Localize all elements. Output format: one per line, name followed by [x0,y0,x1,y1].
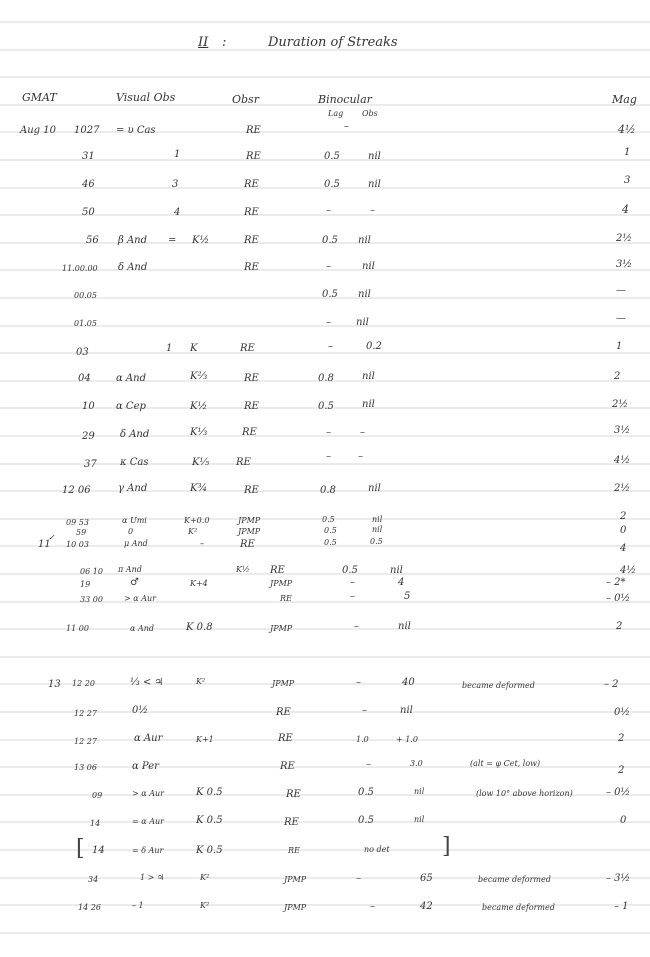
bracket-open: [ [76,836,85,861]
est: K¾ [190,483,208,494]
mag: 2 [620,511,627,522]
obsr: JPMP [272,679,295,688]
obs: nil [398,621,411,632]
est: K 0.5 [196,845,223,856]
obsr: RE [246,125,261,136]
obs: – [344,121,349,132]
obs: 65 [420,873,433,884]
header-lag: Lag [328,109,344,118]
time: 04 [78,373,91,384]
obs: 5 [404,591,411,602]
note: became deformed [482,903,555,912]
star: ⅓ < ♃ [130,677,164,688]
time: 11.00.00 [62,264,98,273]
lag: 0.8 [320,485,336,496]
obs: 40 [402,677,415,688]
est: K 0.8 [186,622,213,633]
est: K+4 [190,579,208,588]
header-mag: Mag [612,93,637,106]
star: – 1 [132,901,144,910]
title-numeral: II [198,35,209,50]
obsr: RE [278,733,293,744]
obs: nil [400,705,413,716]
obsr: RE [276,707,291,718]
star: μ And [124,539,148,548]
lag: – [356,677,361,688]
lag: 0.5 [324,179,340,190]
obsr: RE [284,817,299,828]
obs: – [358,451,363,462]
obsr: RE [244,401,259,412]
lag: – [366,759,371,770]
time: 01.05 [74,319,97,328]
time: 33 00 [80,595,103,604]
mag: 4½ [614,455,631,466]
star: α Aur [134,733,163,744]
star: δ And [118,262,148,273]
mag: 2½ [614,483,631,494]
obs: 3.0 [410,759,423,768]
lag: 0.5 [358,815,374,826]
obsr: RE [236,457,251,468]
star: 0 [128,527,134,536]
obsr: JPMP [270,624,293,633]
header-gmat: GMAT [22,91,57,104]
est: – [200,539,204,548]
obsr: RE [280,761,295,772]
mag: – 0½ [606,787,631,798]
date-aug-10: Aug 10 [20,125,56,136]
note: became deformed [462,681,535,690]
obs: nil [362,371,375,382]
lag: – [326,427,331,438]
count: 1 [174,149,181,160]
mag: 3 [624,175,631,186]
obsr: RE [244,485,259,496]
date-tick: ✓ [48,533,55,542]
obs: nil [356,317,369,328]
lag: – [370,901,375,912]
star: α Cep [116,401,146,412]
time: 46 [82,179,95,190]
star: > α Aur [132,789,164,798]
obs: nil [362,261,375,272]
est: K [190,343,198,354]
obsr: JPMP [270,579,293,588]
est: K 0.5 [196,787,223,798]
date-13: 13 [48,679,61,690]
mag: – 1 [614,901,629,912]
obs: nil [390,565,403,576]
star: ♂ [130,577,139,588]
note: became deformed [478,875,551,884]
obsr: JPMP [238,527,261,536]
mag: 2 [618,733,625,744]
lag: 0.5 [324,151,340,162]
lag: 0.5 [324,538,337,547]
lag: 0.5 [322,289,338,300]
mag: — [616,285,626,296]
mag: 3½ [616,259,633,270]
time: 12 20 [72,679,95,688]
star: = υ Cas [116,125,156,136]
obs: nil [372,515,383,524]
lag: – [326,261,331,272]
est: K⅔ [190,371,208,382]
header-visual: Visual Obs [116,91,176,104]
mag: 2½ [612,399,629,410]
mag: 4 [620,543,627,554]
time: 00.05 [74,291,97,300]
est: K½ [192,235,210,246]
header-obs: Obs [362,109,378,118]
obsr: RE [240,539,255,550]
time: 09 [92,791,103,800]
count: 3 [172,179,179,190]
mag: 2 [614,371,621,382]
lag: – [350,577,355,588]
obsr: RE [242,427,257,438]
eq: = [168,235,177,246]
obsr: JPMP [284,903,307,912]
bracket-close: ] [442,834,451,859]
obsr: RE [244,207,259,218]
lag: 0.8 [318,373,334,384]
lag: – [354,621,359,632]
lag: – [362,705,367,716]
time: 34 [88,875,99,884]
time: 31 [82,151,95,162]
lag: 0.5 [324,526,337,535]
mag: — [616,313,626,324]
star: α And [116,373,146,384]
est: K½ [190,401,208,412]
mag: 0½ [614,707,631,718]
star: α And [130,624,154,633]
obs: nil [358,289,371,300]
lag: – [326,317,331,328]
star: α Per [132,761,159,772]
obs: 42 [420,901,433,912]
mag: 2½ [616,233,633,244]
note: (low 10° above horizon) [476,789,573,798]
time: 12 06 [62,485,91,496]
lag: – [350,591,355,602]
time: 59 [76,528,87,537]
lag: 0.5 [322,515,335,524]
obs: – [360,427,365,438]
mag: 2 [616,621,623,632]
star: α Umi [122,516,147,525]
est: K² [200,873,210,882]
est: K² [188,527,198,536]
est: K² [196,677,206,686]
time: 11 00 [66,624,89,633]
star: = δ Aur [132,846,164,855]
lag: 0.5 [358,787,374,798]
obs: nil [414,787,425,796]
time: 1027 [74,125,100,136]
mag: 1 [616,341,623,352]
obsr: RE [244,235,259,246]
time: 10 [82,401,95,412]
time: 06 10 [80,567,103,576]
time: 14 26 [78,903,101,912]
obsr: JPMP [238,516,261,525]
time: 10 03 [66,540,89,549]
obs: 0.2 [366,341,382,352]
lag: – [328,341,333,352]
obs: 0.5 [370,537,383,546]
star: = α Aur [132,817,164,826]
note: (alt = φ Cet, low) [470,759,541,768]
obs: nil [414,815,425,824]
obsr: RE [244,262,259,273]
time: 50 [82,207,95,218]
obsr: RE [286,789,301,800]
time: 12 27 [74,709,97,718]
mag: 0 [620,815,627,826]
mag: – 0½ [606,593,631,604]
star: γ And [118,483,148,494]
time: 12 27 [74,737,97,746]
obs: nil [358,235,371,246]
obs: nil [368,151,381,162]
mag: – 3½ [606,873,631,884]
est: K+1 [196,735,214,744]
mag: 3½ [614,425,631,436]
est: K 0.5 [196,815,223,826]
star: > α Aur [124,594,156,603]
title-colon: : [222,35,227,50]
mag: 4½ [618,123,636,136]
obsr: JPMP [284,875,307,884]
count: 1 [166,343,173,354]
obs: + 1.0 [396,735,418,744]
obsr: RE [288,846,300,855]
obsr: RE [244,179,259,190]
star: β And [118,235,148,246]
obsr: RE [246,151,261,162]
est: K⅓ [190,427,208,438]
obs: nil [368,483,381,494]
lag: 0.5 [322,235,338,246]
time: 14 [90,819,101,828]
lag: 0.5 [342,565,358,576]
lag: 1.0 [356,735,369,744]
header-obsr: Obsr [232,93,259,106]
obsr: RE [244,373,259,384]
obs: nil [372,525,383,534]
obs: no det [364,845,390,854]
est: K½ [236,565,250,574]
est: K² [200,901,210,910]
mag: 4 [622,203,629,216]
time: 13 06 [74,763,97,772]
mag: 2 [618,765,625,776]
obsr: RE [270,565,285,576]
time: 19 [80,580,91,589]
star: κ Cas [120,457,149,468]
lag: 0.5 [318,401,334,412]
star: π And [118,565,142,574]
mag: 1 [624,147,631,158]
time: 37 [84,459,97,470]
lag: – [326,205,331,216]
time: 56 [86,235,99,246]
mag: 0 [620,525,627,536]
est: K+0.0 [184,516,210,525]
mag: 4½ [620,565,637,576]
mag: – 2* [606,577,626,588]
obs: 4 [398,577,405,588]
obs: – [370,205,375,216]
star: 0½ [132,705,149,716]
mag: – 2 [604,679,619,690]
time: 09 53 [66,518,89,527]
obsr: RE [280,594,292,603]
lag: – [326,451,331,462]
obsr: RE [240,343,255,354]
est: K⅕ [192,457,210,468]
star: 1 > ♃ [140,873,165,882]
count: 4 [174,207,181,218]
time: 29 [82,431,95,442]
time: 14 [92,845,105,856]
date-11: 11 [38,539,51,550]
lag: – [356,873,361,884]
obs: nil [362,399,375,410]
obs: nil [368,179,381,190]
star: δ And [120,429,150,440]
page-title: Duration of Streaks [268,35,398,50]
header-binocular: Binocular [318,93,372,106]
time: 03 [76,347,89,358]
